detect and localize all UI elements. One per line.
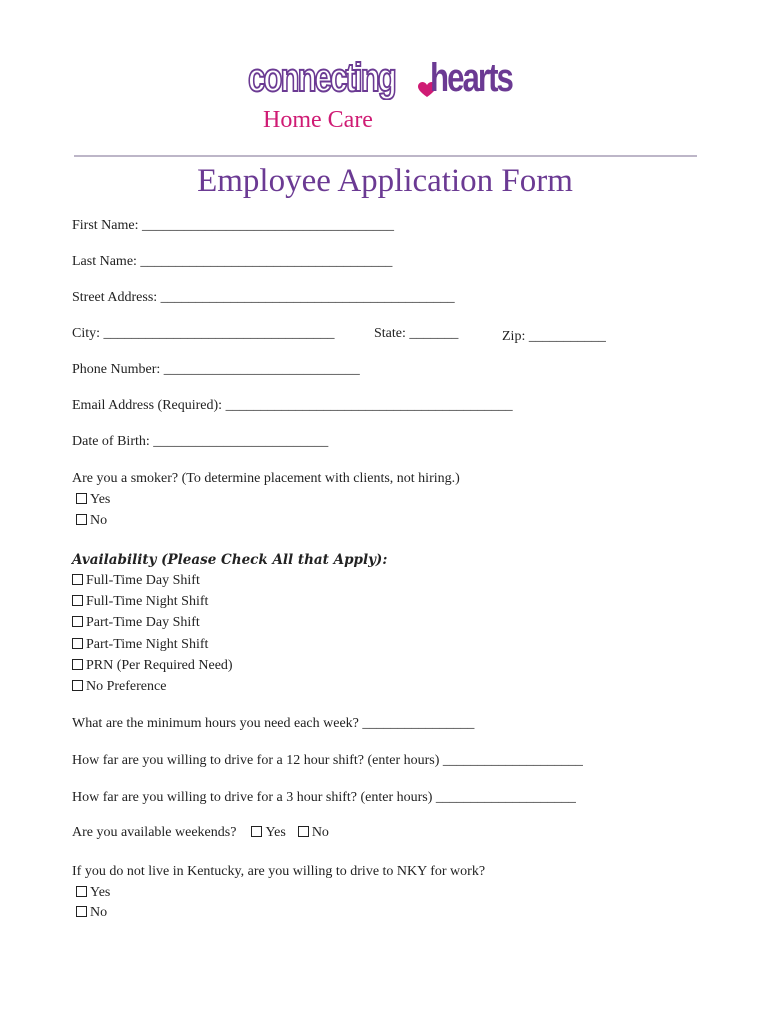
first-name-field[interactable]: First Name: ____________________________________ [72, 218, 394, 233]
weekends-row [72, 825, 329, 841]
option-label: Full-Time Night Shift [86, 594, 209, 609]
option-label: Yes [90, 885, 111, 900]
logo-text-home-care: Home Care [263, 107, 373, 133]
checkbox[interactable] [72, 638, 83, 649]
checkbox[interactable] [72, 574, 83, 585]
option-label: No [90, 905, 108, 920]
option-label: Part-Time Day Shift [86, 615, 200, 630]
option-label: PRN (Per Required Need) [86, 658, 233, 673]
minimum-hours-field[interactable]: What are the minimum hours you need each week? ________________ [72, 716, 475, 731]
checkbox[interactable] [72, 595, 83, 606]
checkbox[interactable] [298, 826, 309, 837]
checkbox[interactable] [76, 493, 87, 504]
checkbox[interactable] [76, 906, 87, 917]
availability-heading: Availability (Please Check All that Apply): [72, 552, 388, 568]
option-label: Yes [265, 825, 286, 840]
smoker-no-option[interactable] [76, 513, 107, 529]
weekends-yes-option[interactable] [251, 825, 285, 840]
header-divider [74, 155, 697, 157]
city-field[interactable]: City: _________________________________ [72, 326, 335, 341]
weekends-no-option[interactable] [298, 825, 329, 840]
availability-option[interactable] [72, 679, 166, 695]
state-field[interactable]: State: _______ [374, 326, 459, 341]
kentucky-yes-option[interactable] [76, 885, 110, 901]
page-title: Employee Application Form [197, 163, 573, 199]
last-name-field[interactable]: Last Name: ____________________________________ [72, 254, 393, 269]
smoker-yes-option[interactable] [76, 492, 110, 508]
drive-3-hour-field[interactable]: How far are you willing to drive for a 3 hour shift? (enter hours) ____________________ [72, 790, 576, 805]
zip-field[interactable]: Zip: ___________ [502, 329, 606, 344]
checkbox[interactable] [72, 659, 83, 670]
logo-text-connecting: connecting [248, 56, 395, 100]
availability-option[interactable] [72, 637, 208, 653]
option-label: No Preference [86, 679, 167, 694]
checkbox[interactable] [76, 886, 87, 897]
checkbox[interactable] [251, 826, 262, 837]
availability-option[interactable] [72, 594, 208, 610]
availability-option[interactable] [72, 573, 200, 589]
date-of-birth-field[interactable]: Date of Birth: _________________________ [72, 434, 329, 449]
checkbox[interactable] [76, 514, 87, 525]
option-label: Full-Time Day Shift [86, 573, 200, 588]
email-address-field[interactable]: Email Address (Required): _________________________________________ [72, 398, 513, 413]
street-address-field[interactable]: Street Address: __________________________________________ [72, 290, 455, 305]
availability-option[interactable] [72, 615, 200, 631]
option-label: No [90, 513, 108, 528]
kentucky-no-option[interactable] [76, 905, 107, 921]
option-label: Yes [90, 492, 111, 507]
option-label: Part-Time Night Shift [86, 637, 209, 652]
checkbox[interactable] [72, 680, 83, 691]
company-logo [248, 52, 528, 138]
option-label: No [311, 825, 329, 840]
drive-12-hour-field[interactable]: How far are you willing to drive for a 12 hour shift? (enter hours) ____________________ [72, 753, 583, 768]
kentucky-question: If you do not live in Kentucky, are you willing to drive to NKY for work? [72, 864, 486, 879]
checkbox[interactable] [72, 616, 83, 627]
weekends-question: Are you available weekends? [72, 825, 237, 840]
smoker-question: Are you a smoker? (To determine placement with clients, not hiring.) [72, 471, 460, 486]
phone-number-field[interactable]: Phone Number: ____________________________ [72, 362, 360, 377]
availability-option[interactable] [72, 658, 233, 674]
logo-text-hearts: hearts [430, 56, 512, 100]
